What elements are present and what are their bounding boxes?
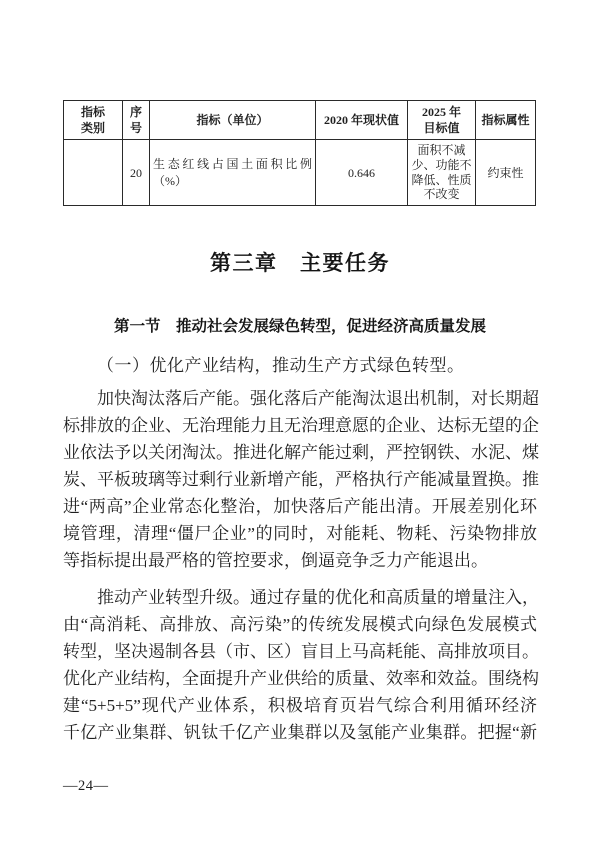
table-header-row <box>64 101 536 140</box>
cell-seq: 20 <box>123 140 150 206</box>
header-indicator-attribute: 指标属性 <box>476 101 536 140</box>
header-indicator-unit: 指标（单位） <box>150 101 316 140</box>
cell-category <box>64 140 123 206</box>
page-number: —24— <box>63 777 109 794</box>
paragraph-industry-transformation: 推动产业转型升级。通过存量的优化和高质量的增量注入， 由“高消耗、高排放、高污染”的传统发展模式向绿色发展模式 转型，坚决遏制各县（市、区）盲目上马高耗能、高排放项目。 优化产业结构，全面提升产业供给的质量、效率和效益。围绕构 建“5+5+5”现代产业体系，积极培育页岩气综合利用循环经济 千亿产业集群、钒钛千亿产业集群以及氢能产业集群。把握“新 <box>63 587 539 742</box>
table-row <box>64 140 536 206</box>
header-2025-target: 2025 年 目标值 <box>408 101 476 140</box>
document-page <box>63 0 537 795</box>
cell-2025-target: 面积不减 少、功能不 降低、性质 不改变 <box>408 140 476 206</box>
paragraph-eliminate-outdated-capacity: 加快淘汰落后产能。强化落后产能淘汰退出机制，对长期超 标排放的企业、无治理能力且无治理意愿的企业、达标无望的企 业依法予以关闭淘汰。推进化解产能过剩，严控钢铁、水泥、煤 炭、平板玻璃等过剩行业新增产能，严格执行产能减量置换。推 进“两高”企业常态化整治，加快落后产能出清。开展差别化环 境管理，清理“僵尸企业”的同时，对能耗、物耗、污染物排放 等指标提出最严格的管控要求，倒逼竞争乏力产能退出。 <box>63 388 539 570</box>
cell-attribute: 约束性 <box>476 140 536 206</box>
header-indicator-category: 指标 类别 <box>64 101 123 140</box>
section-title: 第一节 推动社会发展绿色转型，促进经济高质量发展 <box>113 317 486 335</box>
subsection-title: （一）优化产业结构，推动生产方式绿色转型。 <box>97 355 465 375</box>
header-seq: 序号 <box>123 101 150 140</box>
chapter-title: 第三章 主要任务 <box>210 250 390 275</box>
cell-indicator: 生态红线占国土面积比例 （%） <box>150 140 316 206</box>
header-2020-value: 2020 年现状值 <box>316 101 408 140</box>
indicator-table <box>63 100 536 206</box>
cell-2020-value: 0.646 <box>316 140 408 206</box>
